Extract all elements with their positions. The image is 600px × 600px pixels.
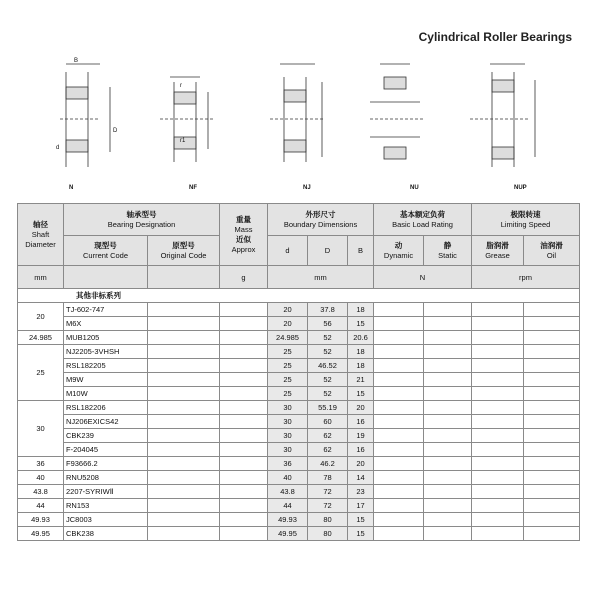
original-code-cell [148,527,220,541]
dynamic-cell [374,387,424,401]
oil-cell [524,415,580,429]
mass-cell [220,485,268,499]
original-code-cell [148,359,220,373]
current-code-cell: 2207-SYRIWⅡ [64,485,148,499]
shaft-cell: 44 [18,499,64,513]
grease-cell [472,457,524,471]
static-cell [424,527,472,541]
B-cell: 14 [348,471,374,485]
B-cell: 18 [348,303,374,317]
current-code-cell: CBK239 [64,429,148,443]
current-code-cell: M6X [64,317,148,331]
shaft-cell: 40 [18,471,64,485]
d-cell: 30 [268,401,308,415]
B-cell: 15 [348,317,374,331]
grease-cell [472,513,524,527]
current-code-cell: CBK238 [64,527,148,541]
oil-cell [524,429,580,443]
dim-label-r: r [180,83,182,89]
col-D-header: D [308,236,348,266]
table-row [18,443,580,457]
d-cell: 43.8 [268,485,308,499]
B-cell: 20 [348,401,374,415]
grease-cell [472,429,524,443]
shaft-cell: 25 [18,345,64,401]
original-code-cell [148,317,220,331]
d-cell: 36 [268,457,308,471]
static-cell [424,443,472,457]
dynamic-cell [374,415,424,429]
grease-cell [472,527,524,541]
original-code-header: 原型号 Original Code [148,236,220,266]
d-cell: 25 [268,387,308,401]
D-cell: 56 [308,317,348,331]
shaft-cell: 20 [18,303,64,331]
d-cell: 30 [268,429,308,443]
mass-cell [220,373,268,387]
table-row [18,373,580,387]
mass-cell [220,429,268,443]
mass-cell [220,415,268,429]
original-code-cell [148,401,220,415]
table-row [18,345,580,359]
mass-cell [220,303,268,317]
d-cell: 24.985 [268,331,308,345]
static-cell [424,457,472,471]
table-row [18,331,580,345]
d-cell: 30 [268,415,308,429]
mass-cell [220,401,268,415]
oil-cell [524,373,580,387]
dynamic-cell [374,513,424,527]
diagram-NU [370,64,425,159]
table-body [18,303,580,541]
shaft-cell: 49.95 [18,527,64,541]
dynamic-cell [374,527,424,541]
dim-label-B: B [74,58,79,64]
static-cell [424,303,472,317]
table-row [18,499,580,513]
unit-rpm: rpm [472,266,580,289]
table-row [18,513,580,527]
static-cell [424,387,472,401]
D-cell: 60 [308,415,348,429]
d-cell: 40 [268,471,308,485]
grease-cell [472,471,524,485]
B-cell: 18 [348,345,374,359]
oil-cell [524,485,580,499]
bearing-spec-table [17,203,580,541]
mass-cell [220,513,268,527]
table-row [18,415,580,429]
current-code-cell: RNU5208 [64,471,148,485]
dynamic-cell [374,471,424,485]
current-code-cell: RSL182205 [64,359,148,373]
static-cell [424,359,472,373]
mass-cell [220,499,268,513]
D-cell: 46.2 [308,457,348,471]
table-row [18,359,580,373]
grease-cell [472,415,524,429]
table-row [18,303,580,317]
B-cell: 16 [348,443,374,457]
d-cell: 49.95 [268,527,308,541]
shaft-cell: 36 [18,457,64,471]
current-code-cell: RN153 [64,499,148,513]
current-code-cell: JC8003 [64,513,148,527]
current-code-cell: F-204045 [64,443,148,457]
bearing-drawings [40,52,580,197]
static-cell [424,373,472,387]
designation-header: 轴承型号 Bearing Designation [64,204,220,236]
dynamic-cell [374,485,424,499]
grease-cell [472,317,524,331]
d-cell: 25 [268,345,308,359]
original-code-cell [148,457,220,471]
current-code-cell: MUB1205 [64,331,148,345]
original-code-cell [148,387,220,401]
mass-cell [220,471,268,485]
D-cell: 80 [308,513,348,527]
grease-cell [472,401,524,415]
D-cell: 72 [308,499,348,513]
group-label: 其他非标系列 [18,289,580,303]
grease-cell [472,485,524,499]
grease-cell [472,345,524,359]
B-cell: 15 [348,387,374,401]
original-code-cell [148,499,220,513]
diagram-N [60,64,110,167]
mass-cell [220,387,268,401]
table-row [18,457,580,471]
grease-cell [472,499,524,513]
table-row [18,471,580,485]
mass-cell [220,317,268,331]
unit-mm: mm [18,266,64,289]
oil-cell [524,499,580,513]
D-cell: 52 [308,345,348,359]
original-code-cell [148,331,220,345]
B-cell: 21 [348,373,374,387]
unit-mm-boundary: mm [268,266,374,289]
dynamic-cell [374,331,424,345]
oil-cell [524,387,580,401]
oil-cell [524,401,580,415]
oil-cell [524,303,580,317]
original-code-cell [148,373,220,387]
diagram-NJ [270,64,325,162]
mass-cell [220,359,268,373]
mass-cell [220,443,268,457]
unit-N: N [374,266,472,289]
dynamic-cell [374,443,424,457]
D-cell: 80 [308,527,348,541]
dynamic-cell [374,429,424,443]
diagram-label-NUP: NUP [514,185,527,191]
col-d-header: d [268,236,308,266]
oil-cell [524,513,580,527]
current-code-cell: TJ-602-747 [64,303,148,317]
dynamic-cell [374,345,424,359]
D-cell: 72 [308,485,348,499]
dim-label-D: D [113,128,118,134]
grease-cell [472,443,524,457]
shaft-cell: 30 [18,401,64,457]
oil-cell [524,359,580,373]
static-cell [424,513,472,527]
load-header: 基本额定负荷 Basic Load Rating [374,204,472,236]
table-row [18,387,580,401]
unit-g: g [220,266,268,289]
static-cell [424,485,472,499]
dim-label-d: d [56,145,60,151]
original-code-cell [148,471,220,485]
diagram-label-NU: NU [410,185,419,191]
shaft-cell: 49.93 [18,513,64,527]
static-header: 静 Static [424,236,472,266]
diagram-label-N: N [69,185,74,191]
D-cell: 37.8 [308,303,348,317]
d-cell: 25 [268,359,308,373]
B-cell: 15 [348,513,374,527]
original-code-cell [148,429,220,443]
current-code-cell: RSL182206 [64,401,148,415]
d-cell: 44 [268,499,308,513]
static-cell [424,317,472,331]
oil-cell [524,345,580,359]
oil-cell [524,457,580,471]
grease-cell [472,387,524,401]
current-code-cell: F93666.2 [64,457,148,471]
table-row [18,317,580,331]
dim-label-r1: r1 [180,138,186,144]
table-row [18,429,580,443]
current-code-cell: NJ206EXICS42 [64,415,148,429]
mass-cell [220,331,268,345]
static-cell [424,499,472,513]
static-cell [424,401,472,415]
oil-cell [524,443,580,457]
D-cell: 52 [308,373,348,387]
d-cell: 20 [268,303,308,317]
table-row [18,485,580,499]
B-cell: 17 [348,499,374,513]
dynamic-cell [374,499,424,513]
original-code-cell [148,443,220,457]
dynamic-cell [374,373,424,387]
d-cell: 25 [268,373,308,387]
original-code-cell [148,513,220,527]
dynamic-cell [374,401,424,415]
mass-cell [220,457,268,471]
d-cell: 30 [268,443,308,457]
B-cell: 20.6 [348,331,374,345]
table-row [18,401,580,415]
mass-cell [220,527,268,541]
d-cell: 49.93 [268,513,308,527]
static-cell [424,429,472,443]
boundary-header: 外形尺寸 Boundary Dimensions [268,204,374,236]
static-cell [424,415,472,429]
grease-header: 脂润滑 Grease [472,236,524,266]
dynamic-cell [374,317,424,331]
D-cell: 52 [308,331,348,345]
original-code-cell [148,415,220,429]
page-title: Cylindrical Roller Bearings [418,30,572,44]
grease-cell [472,331,524,345]
col-B-header: B [348,236,374,266]
oil-header: 油润滑 Oil [524,236,580,266]
diagram-NUP [470,64,535,167]
current-code-header: 现型号 Current Code [64,236,148,266]
static-cell [424,345,472,359]
D-cell: 78 [308,471,348,485]
D-cell: 62 [308,429,348,443]
original-code-cell [148,303,220,317]
shaft-cell: 24.985 [18,331,64,345]
current-code-cell: M9W [64,373,148,387]
d-cell: 20 [268,317,308,331]
B-cell: 18 [348,359,374,373]
current-code-cell: NJ2205-3VHSH [64,345,148,359]
B-cell: 23 [348,485,374,499]
oil-cell [524,527,580,541]
original-code-cell [148,345,220,359]
dynamic-cell [374,303,424,317]
dynamic-cell [374,457,424,471]
static-cell [424,471,472,485]
grease-cell [472,303,524,317]
current-code-cell: M10W [64,387,148,401]
B-cell: 16 [348,415,374,429]
mass-header: 重量 Mass 近似 Approx [220,204,268,266]
B-cell: 20 [348,457,374,471]
shaft-cell: 43.8 [18,485,64,499]
shaft-header: 轴径 Shaft Diameter [18,204,64,266]
static-cell [424,331,472,345]
D-cell: 55.19 [308,401,348,415]
grease-cell [472,359,524,373]
diagram-label-NJ: NJ [303,185,311,191]
oil-cell [524,331,580,345]
table-row [18,527,580,541]
dynamic-header: 动 Dynamic [374,236,424,266]
original-code-cell [148,485,220,499]
oil-cell [524,317,580,331]
B-cell: 15 [348,527,374,541]
speed-header: 极限转速 Limiting Speed [472,204,580,236]
dynamic-cell [374,359,424,373]
D-cell: 52 [308,387,348,401]
diagram-NF [160,77,215,162]
oil-cell [524,471,580,485]
D-cell: 46.52 [308,359,348,373]
diagram-label-NF: NF [189,185,197,191]
D-cell: 62 [308,443,348,457]
grease-cell [472,373,524,387]
B-cell: 19 [348,429,374,443]
mass-cell [220,345,268,359]
